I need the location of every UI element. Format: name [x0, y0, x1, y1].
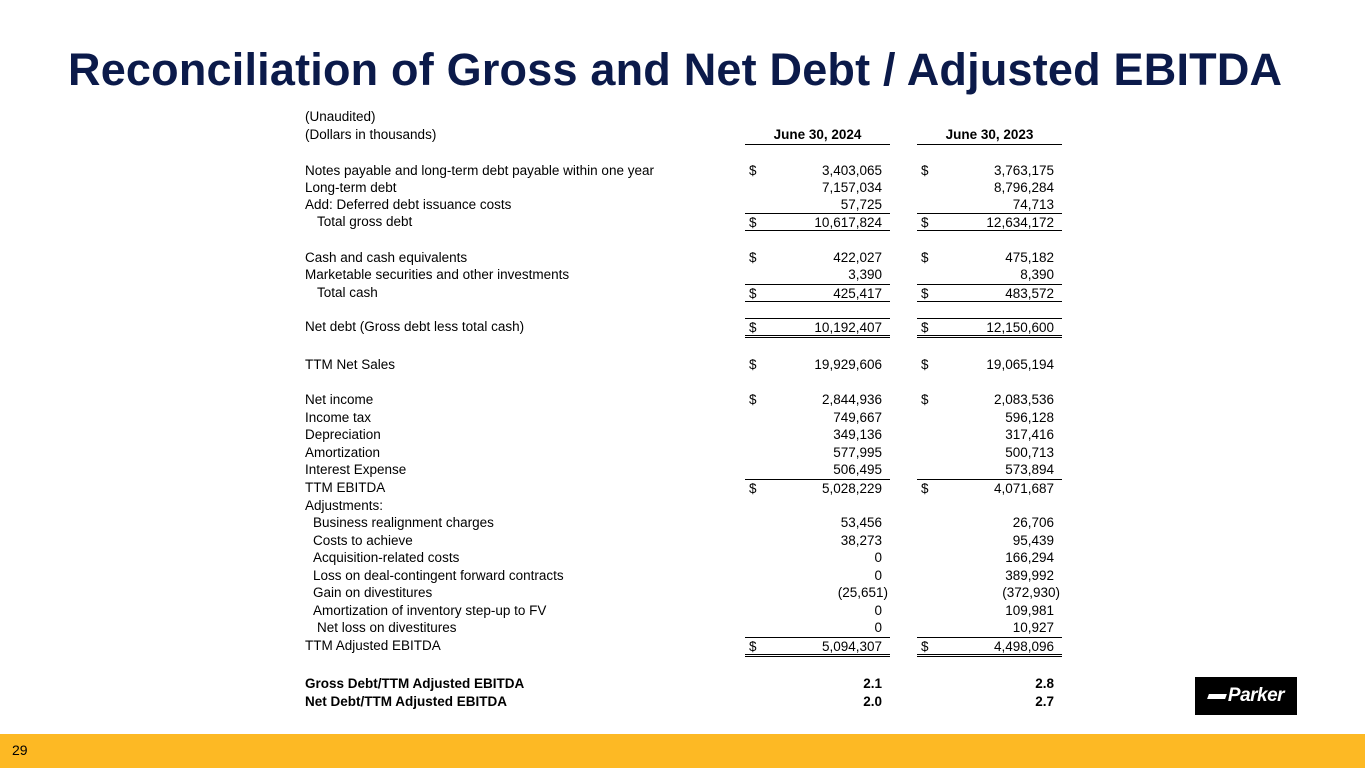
table-row: [0, 409, 1365, 426]
value-cell-2024: 0: [874, 550, 882, 565]
parker-logo: [1195, 677, 1297, 715]
value-cell-2023: 8,390: [1020, 267, 1054, 282]
table-row: [0, 179, 1365, 196]
row-label: Interest Expense: [305, 462, 407, 477]
value-cell-2023: 95,439: [1012, 533, 1054, 548]
value-cell-2024: $ 19,929,606: [749, 357, 882, 372]
value-cell-2024: 577,995: [833, 445, 882, 460]
value-cell-2024: $ 5,094,307: [745, 637, 890, 657]
value-cell-2023: 500,713: [1005, 445, 1054, 460]
table-row: [0, 549, 1365, 566]
row-label: Income tax: [305, 410, 372, 425]
table-row: [0, 693, 1365, 710]
value-cell-2023: 573,894: [1005, 462, 1054, 477]
table-row: [0, 532, 1365, 549]
row-label: Net Debt/TTM Adjusted EBITDA: [305, 694, 507, 709]
row-label: TTM Adjusted EBITDA: [305, 638, 441, 653]
table-row: [0, 162, 1365, 179]
value-cell-2024: 53,456: [840, 515, 882, 530]
value-cell-2024: 0: [874, 620, 882, 635]
table-row: [0, 444, 1365, 461]
page-number: 29: [12, 742, 28, 758]
value-cell-2023: $ 4,498,096: [917, 637, 1062, 657]
table-row: [0, 497, 1365, 514]
logo-bar-icon: [1207, 694, 1227, 699]
value-cell-2024: 0: [874, 603, 882, 618]
table-row: [0, 391, 1365, 408]
value-cell-2024: 0: [874, 568, 882, 583]
value-cell-2023: 166,294: [1005, 550, 1054, 565]
value-cell-2024: 2.0: [863, 694, 882, 709]
table-row: [0, 675, 1365, 692]
row-label: Adjustments:: [305, 498, 384, 513]
row-label: Gross Debt/TTM Adjusted EBITDA: [305, 676, 525, 691]
row-label: Cash and cash equivalents: [305, 250, 468, 265]
value-cell-2024: $ 3,403,065: [749, 163, 882, 178]
table-row: [0, 356, 1365, 373]
value-cell-2024: 506,495: [833, 462, 882, 477]
value-cell-2024: $ 2,844,936: [749, 392, 882, 407]
value-cell-2023: $ 4,071,687: [917, 479, 1062, 497]
table-row: [0, 284, 1365, 301]
column-header-2023: June 30, 2023: [917, 127, 1062, 145]
table-row: [0, 266, 1365, 283]
value-cell-2024: 749,667: [833, 410, 882, 425]
value-cell-2024: 38,273: [840, 533, 882, 548]
logo-text: Parker: [1227, 685, 1285, 706]
table-row: [0, 567, 1365, 584]
table-row: [0, 584, 1365, 601]
table-row: [0, 318, 1365, 335]
row-label: Amortization of inventory step-up to FV: [313, 603, 547, 618]
value-cell-2024: $ 10,617,824: [745, 213, 890, 231]
value-cell-2024: 57,725: [840, 197, 882, 212]
row-label: Amortization: [305, 445, 381, 460]
value-cell-2023: $ 12,634,172: [917, 213, 1062, 231]
row-label: Costs to achieve: [313, 533, 413, 548]
value-cell-2023: $ 2,083,536: [921, 392, 1054, 407]
value-cell-2024: $ 10,192,407: [745, 318, 890, 338]
table-row: [0, 514, 1365, 531]
value-cell-2023: $ 12,150,600: [917, 318, 1062, 338]
value-cell-2023: $ 19,065,194: [921, 357, 1054, 372]
value-cell-2023: $ 483,572: [917, 284, 1062, 302]
value-cell-2024: $ 5,028,229: [745, 479, 890, 497]
row-label: Acquisition-related costs: [313, 550, 460, 565]
unaudited-note: (Unaudited): [305, 109, 376, 124]
table-row: [0, 426, 1365, 443]
row-label: Loss on deal-contingent forward contracts: [313, 568, 564, 583]
value-cell-2023: $ 3,763,175: [921, 163, 1054, 178]
row-label: Total cash: [317, 285, 378, 300]
table-row: [0, 213, 1365, 230]
table-row: [0, 602, 1365, 619]
value-cell-2024: 2.1: [863, 676, 882, 691]
row-label: Marketable securities and other investments: [305, 267, 570, 282]
value-cell-2024: $ 425,417: [745, 284, 890, 302]
value-cell-2024: 7,157,034: [821, 180, 882, 195]
value-cell-2024: $ 422,027: [749, 250, 882, 265]
table-row: [0, 619, 1365, 636]
table-row: [0, 461, 1365, 478]
table-row: [0, 249, 1365, 266]
row-label: Net income: [305, 392, 374, 407]
value-cell-2023: 109,981: [1005, 603, 1054, 618]
footer-bar: [0, 734, 1365, 768]
row-label: Gain on divestitures: [313, 585, 433, 600]
row-label: Depreciation: [305, 427, 381, 442]
table-row: [0, 196, 1365, 213]
row-label: Notes payable and long-term debt payable within one year: [305, 163, 654, 178]
units-note: (Dollars in thousands): [305, 127, 437, 142]
value-cell-2023: 317,416: [1005, 427, 1054, 442]
row-label: Net loss on divestitures: [317, 620, 457, 635]
value-cell-2023: 2.7: [1035, 694, 1054, 709]
row-label: Business realignment charges: [313, 515, 494, 530]
value-cell-2023: 74,713: [1012, 197, 1054, 212]
row-label: Long-term debt: [305, 180, 397, 195]
value-cell-2023: 2.8: [1035, 676, 1054, 691]
value-cell-2023: 26,706: [1012, 515, 1054, 530]
value-cell-2023: 8,796,284: [993, 180, 1054, 195]
table-row: [0, 637, 1365, 654]
value-cell-2024: 3,390: [848, 267, 882, 282]
column-header-2024: June 30, 2024: [745, 127, 890, 145]
row-label: TTM EBITDA: [305, 480, 386, 495]
value-cell-2023: (372,930): [1002, 585, 1060, 600]
row-label: Add: Deferred debt issuance costs: [305, 197, 512, 212]
row-label: TTM Net Sales: [305, 357, 396, 372]
value-cell-2024: 349,136: [833, 427, 882, 442]
value-cell-2023: $ 475,182: [921, 250, 1054, 265]
value-cell-2024: (25,651): [837, 585, 888, 600]
row-label: Total gross debt: [317, 214, 413, 229]
row-label: Net debt (Gross debt less total cash): [305, 319, 525, 334]
value-cell-2023: 10,927: [1012, 620, 1054, 635]
table-row: [0, 479, 1365, 496]
value-cell-2023: 596,128: [1005, 410, 1054, 425]
page-title: Reconciliation of Gross and Net Debt / Adjusted EBITDA: [68, 44, 1283, 95]
value-cell-2023: 389,992: [1005, 568, 1054, 583]
